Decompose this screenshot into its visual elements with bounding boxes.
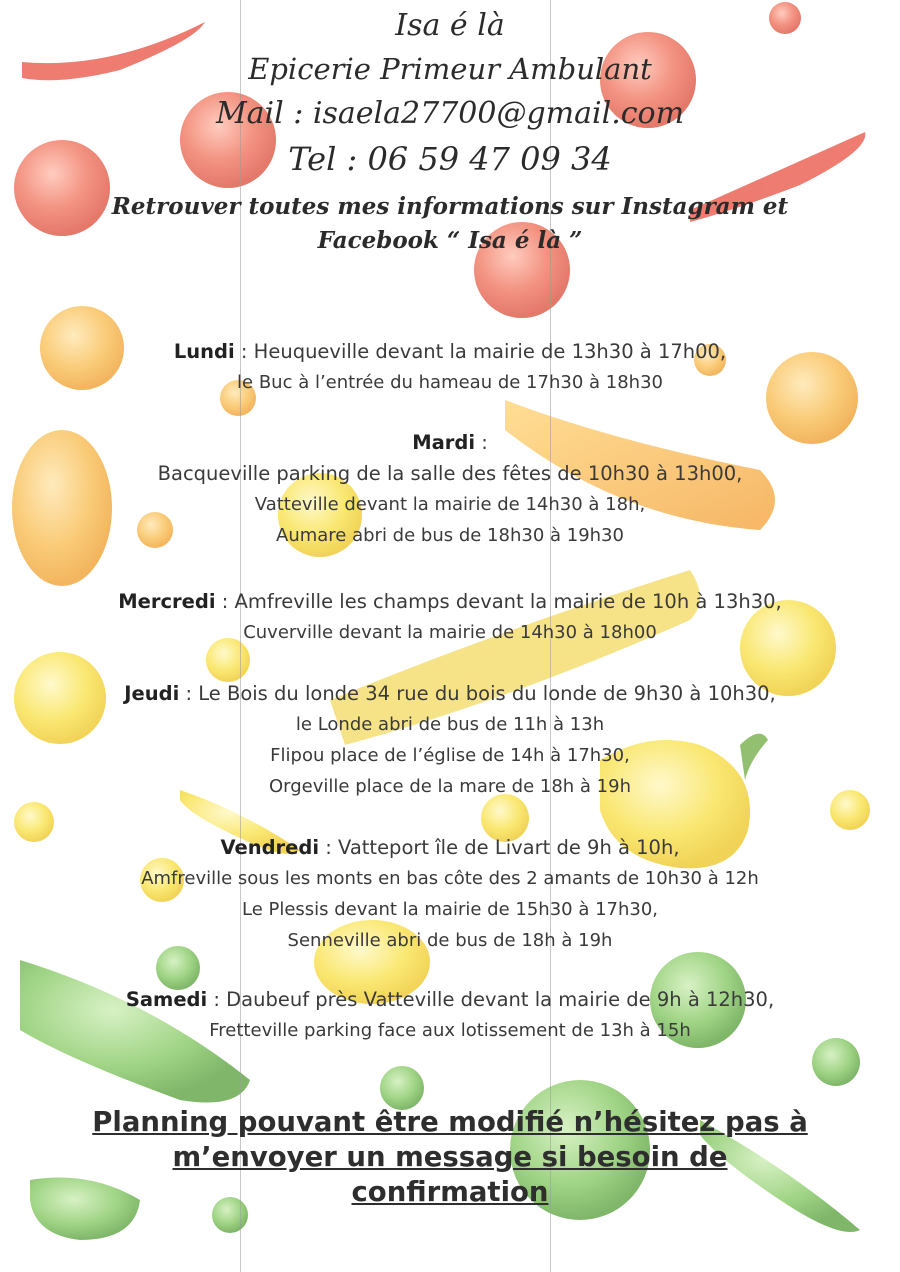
schedule-line: Senneville abri de bus de 18h à 19h (287, 930, 613, 951)
day-label: Lundi (173, 340, 235, 363)
schedule-line: Amfreville sous les monts en bas côte des 2 amants de 10h30 à 12h (141, 868, 759, 889)
schedule-jeudi (0, 678, 900, 802)
social-info-line1: Retrouver toutes mes informations sur Instagram et (111, 193, 789, 220)
planning-notice (0, 1105, 900, 1210)
schedule-lundi (0, 336, 900, 398)
day-label: Vendredi (220, 836, 320, 859)
schedule-line: Orgeville place de la mare de 18h à 19h (268, 776, 631, 797)
day-label: Mercredi (118, 590, 216, 613)
schedule-line: le Londe abri de bus de 11h à 13h (295, 714, 605, 735)
schedule-line: Le Plessis devant la mairie de 15h30 à 17h30, (241, 899, 659, 920)
contact-phone: Tel : 06 59 47 09 34 (288, 140, 612, 178)
day-label: Samedi (125, 988, 208, 1011)
schedule-line: : Vatteport île de Livart de 9h à 10h, (319, 836, 680, 859)
schedule-line: : Amfreville les champs devant la mairie de 10h à 13h30, (215, 590, 782, 613)
social-info (0, 190, 900, 258)
schedule-line: Fretteville parking face aux lotissement de 13h à 15h (209, 1020, 691, 1041)
schedule-samedi (0, 984, 900, 1046)
schedule-line: Flipou place de l’église de 14h à 17h30, (270, 745, 630, 766)
schedule-vendredi (0, 832, 900, 956)
day-label: Jeudi (124, 682, 180, 705)
schedule-line: : Heuqueville devant la mairie de 13h30 à 17h00, (234, 340, 727, 363)
schedule-line: : (475, 431, 488, 454)
shop-name: Isa é là (395, 8, 505, 43)
day-label: Mardi (412, 431, 476, 454)
planning-notice-line3: confirmation (351, 1176, 549, 1208)
schedule-line: Bacqueville parking de la salle des fêtes de 10h30 à 13h00, (157, 462, 743, 485)
schedule-line: Aumare abri de bus de 18h30 à 19h30 (276, 525, 624, 546)
green-tomato-icon (380, 1066, 424, 1110)
schedule-mercredi (0, 586, 900, 648)
schedule-line: Cuverville devant la mairie de 14h30 à 18h00 (243, 622, 657, 643)
planning-notice-line2: m’envoyer un message si besoin de (172, 1141, 728, 1173)
contact-mail: Mail : isaela27700@gmail.com (215, 96, 685, 131)
shop-subtitle: Epicerie Primeur Ambulant (248, 52, 652, 86)
social-info-line2: Facebook “ Isa é là ” (317, 227, 583, 254)
schedule-mardi (0, 427, 900, 551)
schedule-line: : Le Bois du londe 34 rue du bois du londe de 9h30 à 10h30, (179, 682, 776, 705)
schedule-line: : Daubeuf près Vatteville devant la mairie de 9h à 12h30, (207, 988, 775, 1011)
planning-notice-line1: Planning pouvant être modifié n’hésitez pas à (92, 1106, 808, 1138)
schedule-line: Vatteville devant la mairie de 14h30 à 18h, (254, 494, 646, 515)
schedule-line: le Buc à l’entrée du hameau de 17h30 à 18h30 (237, 372, 663, 393)
